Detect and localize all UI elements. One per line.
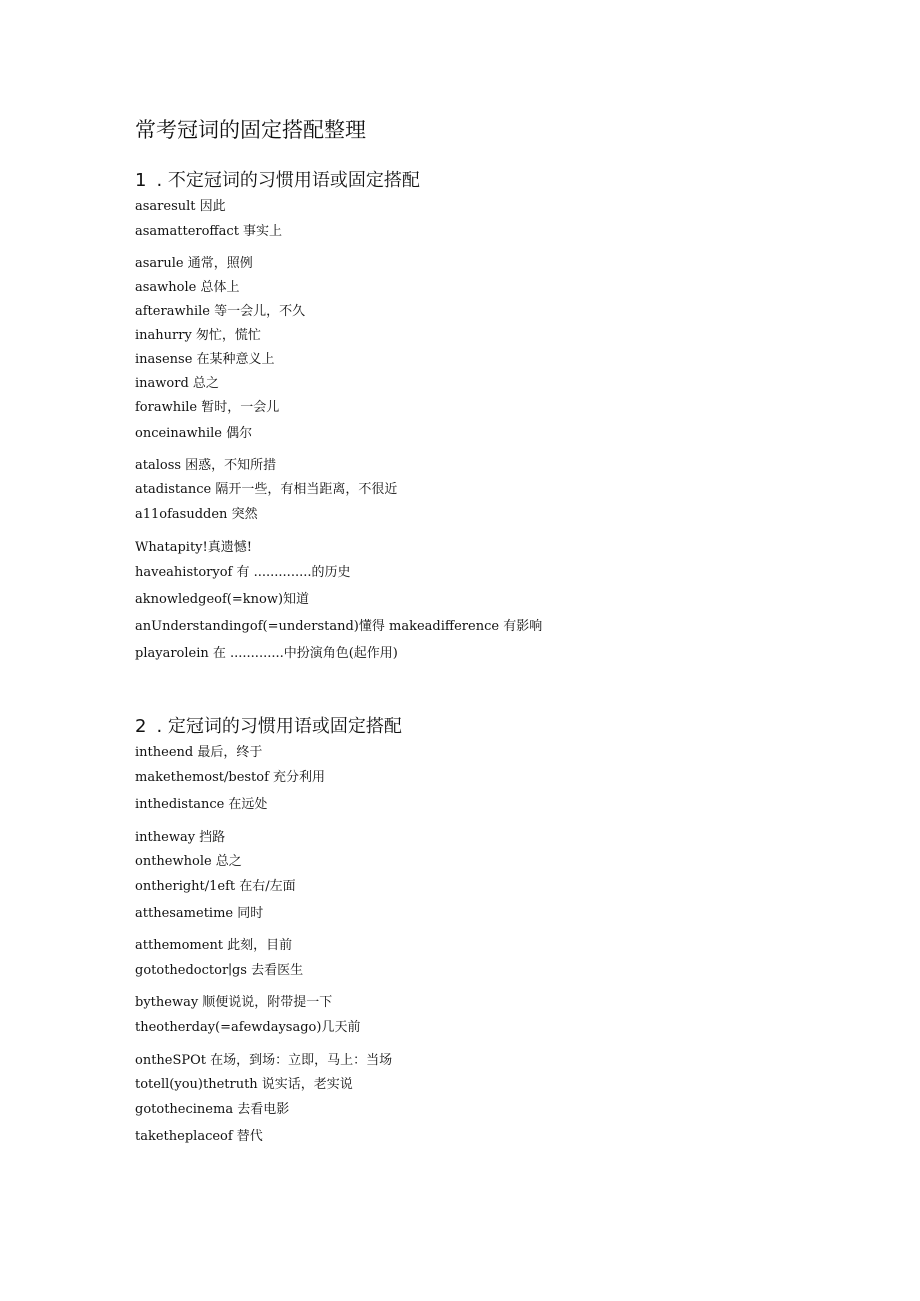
section-number: 2 — [135, 716, 147, 737]
list-item: a11ofasudden 突然 — [135, 507, 258, 522]
list-item: atthesametime 同时 — [135, 906, 264, 921]
list-item: ontheSPOt 在场，到场：立即，马上：当场 — [135, 1053, 393, 1068]
list-item: ataloss 困惑，不知所措 — [135, 458, 277, 473]
list-item: totell(you)thetruth 说实话，老实说 — [135, 1077, 353, 1092]
list-item: taketheplaceof 替代 — [135, 1129, 263, 1144]
list-item: asamatteroffact 事实上 — [135, 224, 283, 239]
list-item: aknowledgeof(=know)知道 — [135, 592, 310, 607]
list-item: gotothedoctor∣gs 去看医生 — [135, 963, 304, 978]
list-item: asarule 通常，照例 — [135, 256, 253, 271]
list-item: atadistance 隔开一些，有相当距离，不很近 — [135, 482, 398, 497]
section-title: . 不定冠词的习惯用语或固定搭配 — [156, 170, 420, 191]
list-item: atthemoment 此刻，目前 — [135, 938, 293, 953]
list-item: gotothecinema 去看电影 — [135, 1102, 290, 1117]
list-item: inasense 在某种意义上 — [135, 352, 275, 367]
section-heading-2 — [135, 715, 402, 739]
list-item: forawhile 暂时，一会儿 — [135, 400, 280, 415]
list-item: onceinawhile 偶尔 — [135, 426, 253, 441]
list-item: inahurry 匆忙，慌忙 — [135, 328, 261, 343]
document-title: 常考冠词的固定搭配整理 — [135, 118, 366, 142]
list-item: bytheway 顺便说说，附带提一下 — [135, 995, 333, 1010]
list-item: haveahistoryof 有 ..............的历史 — [135, 565, 351, 580]
list-item: intheway 挡路 — [135, 830, 226, 845]
list-item: theotherday(=afewdaysago)几天前 — [135, 1020, 361, 1035]
list-item: makethemost/bestof 充分利用 — [135, 770, 326, 785]
list-item: asawhole 总体上 — [135, 280, 240, 295]
list-item: inaword 总之 — [135, 376, 219, 391]
list-item: asaresult 因此 — [135, 199, 226, 214]
list-item: inthedistance 在远处 — [135, 797, 268, 812]
list-item: afterawhile 等一会儿，不久 — [135, 304, 306, 319]
list-item: ontheright/1eft 在右/左面 — [135, 879, 296, 894]
list-item: intheend 最后，终于 — [135, 745, 263, 760]
list-item: onthewhole 总之 — [135, 854, 242, 869]
section-heading-1 — [135, 169, 420, 193]
list-item: Whatapity!真遗憾! — [135, 540, 252, 555]
section-title: . 定冠词的习惯用语或固定搭配 — [156, 716, 402, 737]
section-number: 1 — [135, 170, 147, 191]
list-item: playarolein 在 .............中扮演角色(起作用) — [135, 646, 398, 661]
list-item: anUnderstandingof(=understand)懂得 makeadifference 有影响 — [135, 619, 543, 634]
